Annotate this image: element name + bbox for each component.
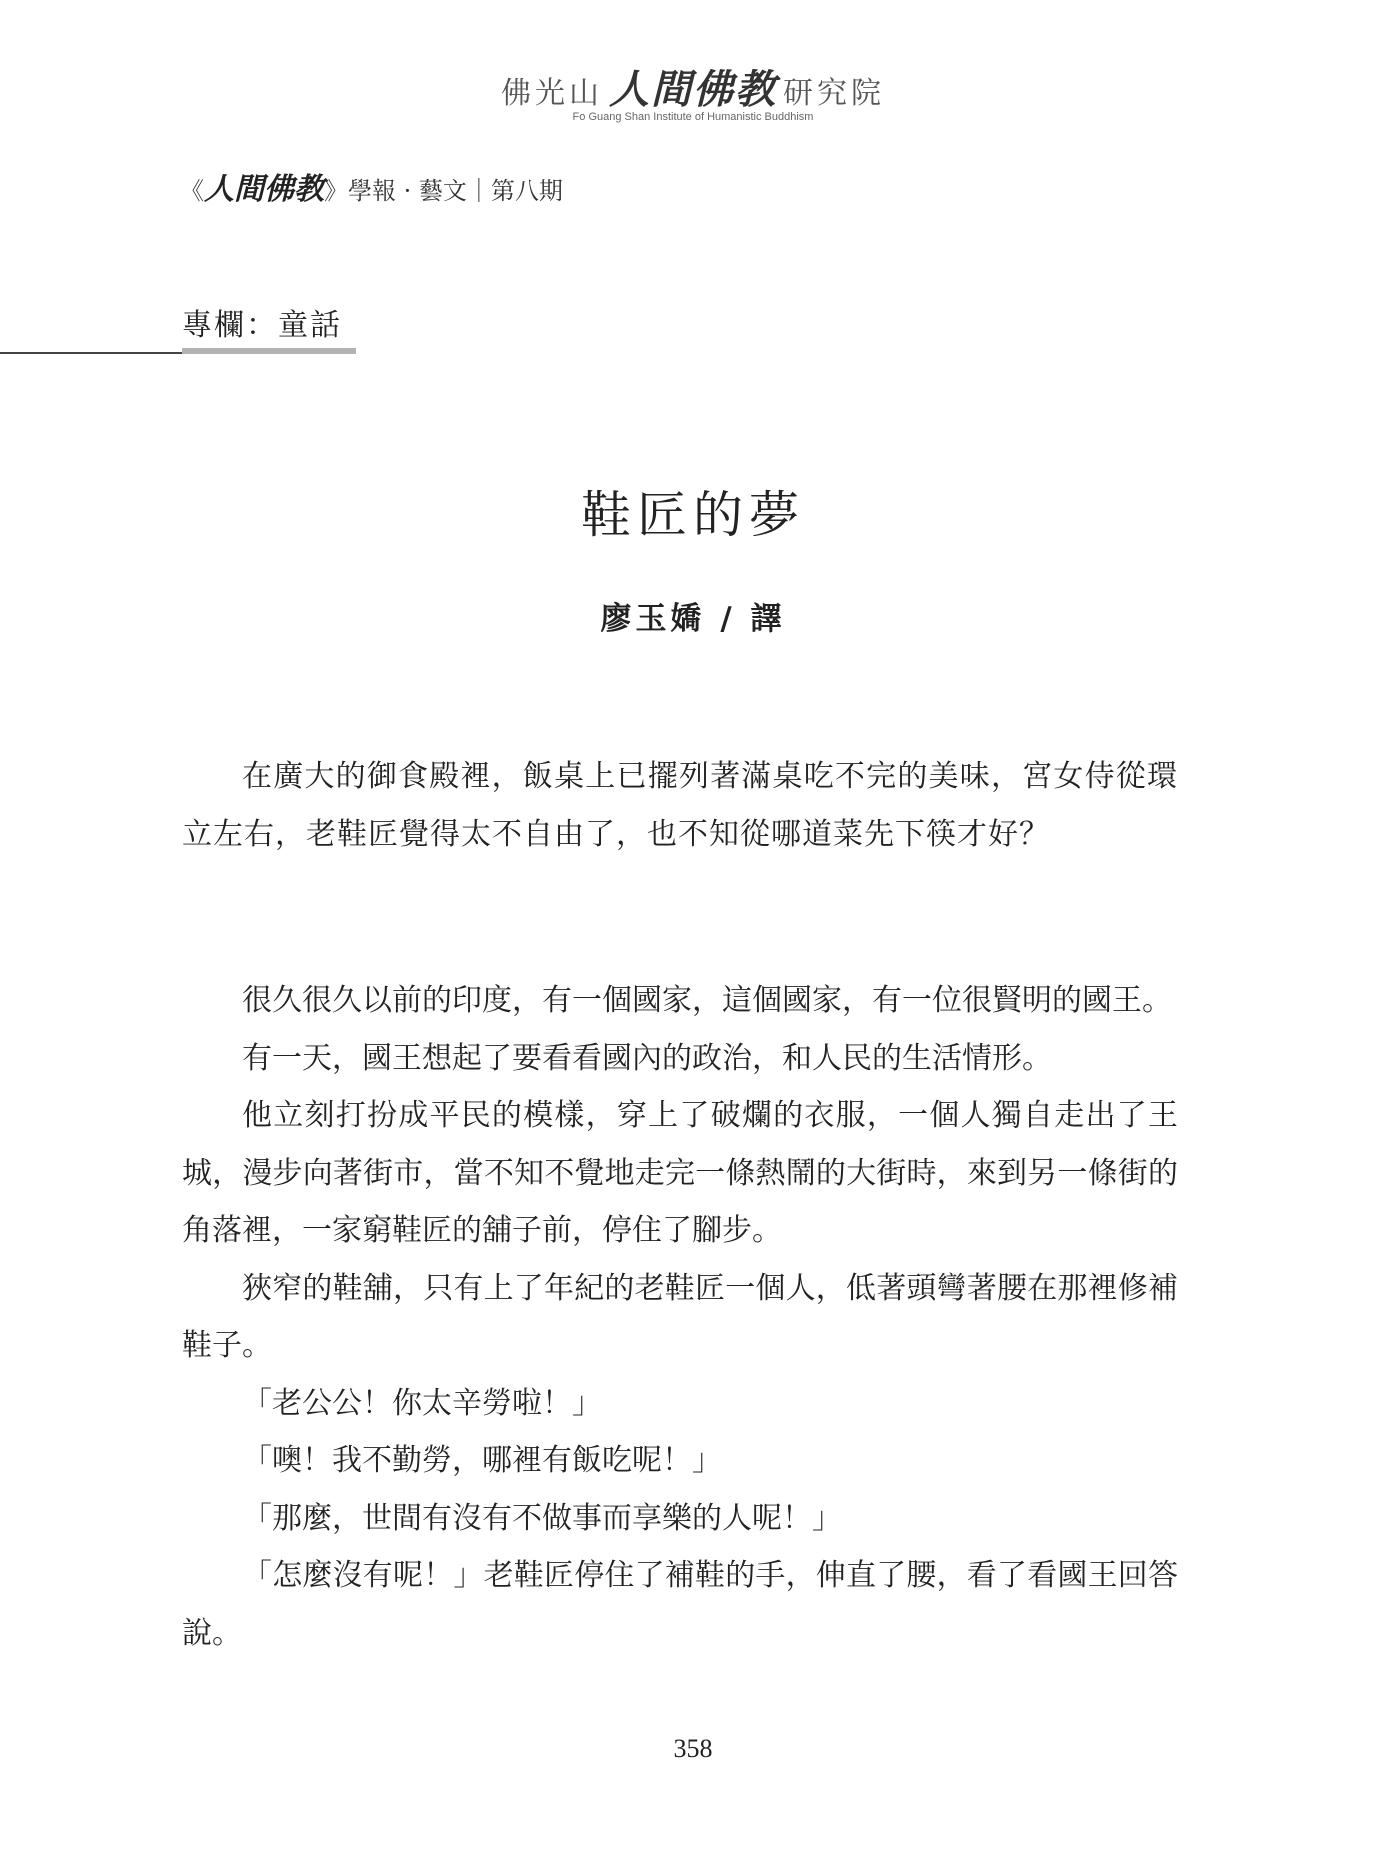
article-title: 鞋匠的夢 bbox=[581, 486, 805, 544]
journal-name: 人間佛教 bbox=[204, 172, 324, 207]
section-rule-highlight bbox=[182, 348, 356, 354]
institute-title bbox=[0, 58, 1386, 115]
body-paragraph: 「噢！我不勤勞，哪裡有飯吃呢！」 bbox=[242, 1443, 722, 1478]
journal-open-bracket: 《 bbox=[180, 177, 204, 205]
article-intro bbox=[182, 748, 1178, 864]
institute-prefix: 佛光山 bbox=[501, 76, 603, 111]
column-label: 專欄：童話 bbox=[182, 308, 342, 343]
institute-english-name: Fo Guang Shan Institute of Humanistic Buddhism bbox=[572, 111, 814, 123]
institute-brand-logo-text: 人間佛教 bbox=[609, 67, 777, 113]
institute-suffix: 研究院 bbox=[783, 76, 885, 111]
body-paragraph: 「怎麼沒有呢！」老鞋匠停住了補鞋的手，伸直了腰，看了看國王回答說。 bbox=[182, 1558, 1178, 1651]
article-author: 廖玉嬌 / 譯 bbox=[600, 601, 786, 637]
body-paragraph: 有一天，國王想起了要看看國內的政治，和人民的生活情形。 bbox=[242, 1040, 1052, 1076]
journal-issue: 》學報 · 藝文｜第八期 bbox=[324, 177, 563, 205]
body-paragraph: 「那麼，世間有沒有不做事而享樂的人呢！」 bbox=[242, 1500, 842, 1536]
intro-paragraph: 在廣大的御食殿裡，飯桌上已擺列著滿桌吃不完的美味，宮女侍從環立左右，老鞋匠覺得太不自由了，也不知從哪道菜先下筷才好？ bbox=[182, 759, 1178, 852]
body-paragraph: 他立刻打扮成平民的模樣，穿上了破爛的衣服，一個人獨自走出了王城，漫步向著街市，當不知不覺地走完一條熱鬧的大街時，來到另一條街的角落裡，一家窮鞋匠的舖子前，停住了腳步。 bbox=[182, 1098, 1178, 1248]
article-body bbox=[182, 972, 1178, 1662]
journal-header bbox=[180, 164, 563, 208]
body-paragraph: 很久很久以前的印度，有一個國家，這個國家，有一位很賢明的國王。 bbox=[242, 983, 1172, 1018]
body-paragraph: 「老公公！你太辛勞啦！」 bbox=[242, 1385, 602, 1421]
page-number: 358 bbox=[673, 1734, 713, 1763]
body-paragraph: 狹窄的鞋舖，只有上了年紀的老鞋匠一個人，低著頭彎著腰在那裡修補鞋子。 bbox=[182, 1270, 1178, 1363]
